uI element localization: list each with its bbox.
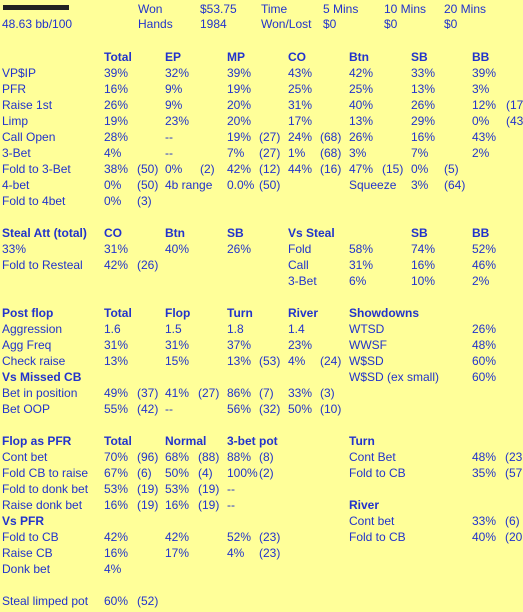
cell: (53) <box>259 354 281 368</box>
turn-value: 35% <box>472 466 497 480</box>
cell: (68) <box>320 146 342 160</box>
row-label: Check raise <box>2 354 66 368</box>
cell: (37) <box>137 386 159 400</box>
cell: 4% <box>104 562 122 576</box>
cell: 16% <box>104 546 129 560</box>
cell: (96) <box>137 450 159 464</box>
cell: 1% <box>288 146 306 160</box>
cell: 29% <box>411 114 436 128</box>
cell: 43% <box>472 130 497 144</box>
cell: 3% <box>472 82 490 96</box>
vs-steal-label: Call <box>288 258 309 272</box>
vs-pfr-title: Vs PFR <box>2 514 45 528</box>
river-value: 40% <box>472 530 497 544</box>
cell: 37% <box>227 338 252 352</box>
steal-limped-n: (52) <box>137 594 159 608</box>
cell: 0.0% <box>227 178 255 192</box>
cell: (50) <box>259 178 281 192</box>
vs-steal-label: 3-Bet <box>288 274 317 288</box>
showdown-value: 48% <box>472 338 497 352</box>
cell: 42% <box>227 162 252 176</box>
cell: (2) <box>200 162 215 176</box>
cell: 28% <box>104 130 129 144</box>
steal-col-btn: Btn <box>165 226 185 240</box>
cell: (88) <box>198 450 220 464</box>
cell: 33% <box>411 66 436 80</box>
cell: (7) <box>259 386 274 400</box>
cell: 23% <box>165 114 190 128</box>
steal-limped-label: Steal limped pot <box>2 594 89 608</box>
steal-btn: 40% <box>165 242 190 256</box>
cell: 68% <box>165 450 190 464</box>
cell: 39% <box>104 66 129 80</box>
won-value: $53.75 <box>200 2 237 16</box>
cell: 39% <box>227 66 252 80</box>
flop-pfr-title: Flop as PFR <box>2 434 72 448</box>
cell: 49% <box>104 386 129 400</box>
vs-steal-sb: 16% <box>411 258 436 272</box>
row-label: Fold to CB <box>2 530 59 544</box>
cell: 20% <box>227 114 252 128</box>
cell: (24) <box>320 354 342 368</box>
vs-steal-sb: 74% <box>411 242 436 256</box>
cell: 17% <box>165 546 190 560</box>
row-label: Raise CB <box>2 546 53 560</box>
hands-label: Hands <box>138 17 173 31</box>
cell: 1.8 <box>227 322 244 336</box>
river-value: 33% <box>472 514 497 528</box>
col-co: CO <box>288 50 306 64</box>
cell: 42% <box>165 530 190 544</box>
cell: 19% <box>227 82 252 96</box>
wonlost-label: Won/Lost <box>261 17 312 31</box>
cell: 25% <box>349 82 374 96</box>
cell: 13% <box>227 354 252 368</box>
cell: 0% <box>104 194 122 208</box>
showdown-label: WTSD <box>349 322 385 336</box>
cell: 9% <box>165 82 183 96</box>
cell: (8) <box>259 450 274 464</box>
wonlost-5: $0 <box>323 17 337 31</box>
vs-steal-bb: 46% <box>472 258 497 272</box>
cell: 25% <box>288 82 313 96</box>
cell: 33% <box>288 386 313 400</box>
row-label: Fold CB to raise <box>2 466 89 480</box>
vs-steal-bb: 52% <box>472 242 497 256</box>
steal-total: 33% <box>2 242 27 256</box>
river-n: (6) <box>505 514 520 528</box>
cell: 16% <box>165 498 190 512</box>
cell: 16% <box>104 498 129 512</box>
pfr-col-normal: Normal <box>165 434 207 448</box>
turn-title: Turn <box>349 434 375 448</box>
cell: 67% <box>104 466 129 480</box>
cell: (64) <box>444 178 466 192</box>
turn-value: 48% <box>472 450 497 464</box>
cell: 31% <box>165 338 190 352</box>
cell: 53% <box>165 482 190 496</box>
pfr-col-3bet: 3-bet pot <box>227 434 278 448</box>
cell: 40% <box>349 98 374 112</box>
showdown-label: W$SD (ex small) <box>349 370 440 384</box>
cell: (15) <box>382 162 404 176</box>
row-label: 3-Bet <box>2 146 31 160</box>
fold-resteal-label: Fold to Resteal <box>2 258 83 272</box>
cell: 13% <box>104 354 129 368</box>
cell: (19) <box>198 482 220 496</box>
cell: (23) <box>259 530 281 544</box>
postflop-col-river: River <box>288 306 319 320</box>
vs-steal-sb: 10% <box>411 274 436 288</box>
hands-value: 1984 <box>200 17 227 31</box>
cell: 13% <box>411 82 436 96</box>
wonlost-10: $0 <box>384 17 398 31</box>
cell: 13% <box>349 114 374 128</box>
cell: 42% <box>104 530 129 544</box>
cell: (3) <box>320 386 335 400</box>
cell: 38% <box>104 162 129 176</box>
row-label: Donk bet <box>2 562 51 576</box>
cell: (12) <box>259 162 281 176</box>
showdown-label: W$SD <box>349 354 384 368</box>
vs-steal-bb: 2% <box>472 274 490 288</box>
showdown-value: 60% <box>472 354 497 368</box>
cell: -- <box>227 498 235 512</box>
vs-steal-total: 58% <box>349 242 374 256</box>
cell: (32) <box>259 402 281 416</box>
steal-co: 31% <box>104 242 129 256</box>
row-label: Limp <box>2 114 29 128</box>
cell: (10) <box>320 402 342 416</box>
col-ep: EP <box>165 50 182 64</box>
vs-steal-col-bb: BB <box>472 226 490 240</box>
wonlost-20: $0 <box>444 17 458 31</box>
steal-sb: 26% <box>227 242 252 256</box>
time-5: 5 Mins <box>323 2 359 16</box>
cell: 1.4 <box>288 322 305 336</box>
row-label: PFR <box>2 82 26 96</box>
cell: 4% <box>104 146 122 160</box>
cell: 1.5 <box>165 322 182 336</box>
cell: (23) <box>259 546 281 560</box>
cell: (50) <box>137 178 159 192</box>
vs-steal-total: 6% <box>349 274 367 288</box>
cell: 2% <box>472 146 490 160</box>
cell: 0% <box>411 162 429 176</box>
cell: Squeeze <box>349 178 397 192</box>
cell: (19) <box>137 482 159 496</box>
cell: 32% <box>165 66 190 80</box>
col-total: Total <box>104 50 132 64</box>
won-label: Won <box>138 2 163 16</box>
river-label: Cont bet <box>349 514 395 528</box>
fold-resteal-n: (26) <box>137 258 159 272</box>
row-label: Bet OOP <box>2 402 51 416</box>
cell: (19) <box>137 498 159 512</box>
row-label: Raise 1st <box>2 98 53 112</box>
cell: (27) <box>259 146 281 160</box>
cell: 19% <box>104 114 129 128</box>
row-label: Raise donk bet <box>2 498 83 512</box>
cell: 24% <box>288 130 313 144</box>
showdown-value: 26% <box>472 322 497 336</box>
cell: 0% <box>165 162 183 176</box>
cell: (2) <box>259 466 274 480</box>
cell: 4% <box>288 354 306 368</box>
cell: 26% <box>104 98 129 112</box>
cell: 16% <box>104 82 129 96</box>
cell: (16) <box>320 162 342 176</box>
cell: (4) <box>198 466 213 480</box>
cell: 0% <box>104 178 122 192</box>
cell: 0% <box>472 114 490 128</box>
cell: 44% <box>288 162 313 176</box>
cell: -- <box>165 402 173 416</box>
cell: 56% <box>227 402 252 416</box>
row-label: 4-bet <box>2 178 30 192</box>
cell: 86% <box>227 386 252 400</box>
cell: 70% <box>104 450 129 464</box>
cell: -- <box>165 146 173 160</box>
cell: 4% <box>227 546 245 560</box>
row-label: Cont bet <box>2 450 48 464</box>
turn-label: Fold to CB <box>349 466 406 480</box>
river-n: (20 <box>505 530 523 544</box>
row-label: Agg Freq <box>2 338 52 352</box>
cell: 43% <box>288 66 313 80</box>
cell: (50) <box>137 162 159 176</box>
row-label: VP$IP <box>2 66 37 80</box>
row-label: Aggression <box>2 322 63 336</box>
cell: 100% <box>227 466 258 480</box>
cell: (19) <box>198 498 220 512</box>
steal-col-co: CO <box>104 226 122 240</box>
cell: 7% <box>227 146 245 160</box>
cell: (27) <box>259 130 281 144</box>
cell: 50% <box>165 466 190 480</box>
cell: 55% <box>104 402 129 416</box>
row-label: Call Open <box>2 130 56 144</box>
cell: (3) <box>137 194 152 208</box>
steal-title: Steal Att (total) <box>2 226 87 240</box>
cell: 3% <box>411 178 429 192</box>
cell: 19% <box>227 130 252 144</box>
vs-steal-total: 31% <box>349 258 374 272</box>
bb-per-100: 48.63 bb/100 <box>2 17 73 31</box>
cell: 3% <box>349 146 367 160</box>
cell: 88% <box>227 450 252 464</box>
cell: 23% <box>288 338 313 352</box>
turn-label: Cont Bet <box>349 450 396 464</box>
postflop-col-turn: Turn <box>227 306 253 320</box>
river-title: River <box>349 498 380 512</box>
cell: 12% <box>472 98 497 112</box>
col-sb: SB <box>411 50 428 64</box>
cell: (6) <box>137 466 152 480</box>
river-label: Fold to CB <box>349 530 406 544</box>
cell: 26% <box>411 98 436 112</box>
time-10: 10 Mins <box>384 2 427 16</box>
cell: 4b range <box>165 178 213 192</box>
showdown-value: 60% <box>472 370 497 384</box>
row-label: Fold to donk bet <box>2 482 89 496</box>
pfr-col-total: Total <box>104 434 132 448</box>
cell: 31% <box>288 98 313 112</box>
missed-cb-title: Vs Missed CB <box>2 370 82 384</box>
cell: 15% <box>165 354 190 368</box>
col-bb: BB <box>472 50 490 64</box>
cell: 42% <box>349 66 374 80</box>
cell: 16% <box>411 130 436 144</box>
time-20: 20 Mins <box>444 2 487 16</box>
postflop-col-total: Total <box>104 306 132 320</box>
row-label: Fold to 3-Bet <box>2 162 71 176</box>
showdown-label: WWSF <box>349 338 387 352</box>
steal-limped-value: 60% <box>104 594 129 608</box>
cell: (27) <box>198 386 220 400</box>
turn-n: (57 <box>505 466 523 480</box>
cell: 52% <box>227 530 252 544</box>
cell: 31% <box>104 338 129 352</box>
row-label: Bet in position <box>2 386 78 400</box>
redacted-player-name <box>3 5 69 10</box>
fold-resteal: 42% <box>104 258 129 272</box>
col-btn: Btn <box>349 50 369 64</box>
cell: 20% <box>227 98 252 112</box>
showdowns-title: Showdowns <box>349 306 419 320</box>
postflop-title: Post flop <box>2 306 54 320</box>
vs-steal-title: Vs Steal <box>288 226 335 240</box>
turn-n: (23 <box>505 450 523 464</box>
time-label: Time <box>261 2 288 16</box>
cell: 47% <box>349 162 374 176</box>
cell: 26% <box>349 130 374 144</box>
cell: (5) <box>444 162 459 176</box>
cell: 53% <box>104 482 129 496</box>
cell: 9% <box>165 98 183 112</box>
cell: 39% <box>472 66 497 80</box>
steal-col-sb: SB <box>227 226 244 240</box>
cell: (68) <box>320 130 342 144</box>
cell: 1.6 <box>104 322 121 336</box>
cell: 50% <box>288 402 313 416</box>
cell-extra: (43 <box>506 114 523 128</box>
row-label: Fold to 4bet <box>2 194 66 208</box>
cell: 17% <box>288 114 313 128</box>
col-mp: MP <box>227 50 245 64</box>
cell: 41% <box>165 386 190 400</box>
cell-extra: (17 <box>506 98 523 112</box>
cell: -- <box>165 130 173 144</box>
cell: -- <box>227 482 235 496</box>
vs-steal-label: Fold <box>288 242 312 256</box>
vs-steal-col-sb: SB <box>411 226 428 240</box>
cell: (42) <box>137 402 159 416</box>
cell: 7% <box>411 146 429 160</box>
postflop-col-flop: Flop <box>165 306 191 320</box>
